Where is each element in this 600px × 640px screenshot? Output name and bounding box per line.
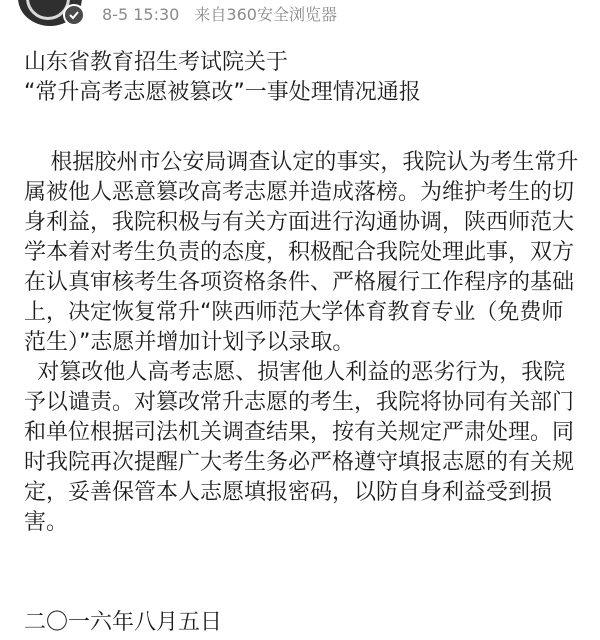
post-header	[0, 0, 600, 34]
post-date: 二〇一六年八月五日	[24, 610, 223, 635]
post-meta	[102, 2, 337, 25]
post-body	[24, 148, 584, 538]
post-paragraph-2: 对篡改他人高考志愿、损害他人利益的恶劣行为，我院予以谴责。对篡改常升志愿的考生，我院将协同有关部门和单位根据司法机关调查结果，按有关规定严肃处理。同时我院再次提醒广大考生务必严格遵守填报志愿的有关规定，妥善保管本人志愿填报密码，以防自身利益受到损害。	[24, 360, 575, 535]
post-source[interactable]: 来自360安全浏览器	[194, 5, 337, 24]
post-title-line-2: “常升高考志愿被篡改”一事处理情况通报	[24, 80, 421, 105]
verified-badge-icon	[63, 4, 85, 26]
post-time: 8-5 15:30	[102, 5, 180, 24]
post-paragraph-1: 根据胶州市公安局调查认定的事实，我院认为考生常升属被他人恶意篡改高考志愿并造成落榜。为维护考生的切身利益，我院积极与有关方面进行沟通协调，陕西师范大学本着对考生负责的态度，积极配合我院处理此事，双方在认真审核考生各项资格条件、严格履行工作程序的基础上，决定恢复常升“陕西师范大学体育教育专业（免费师范生）”志愿并增加计划予以录取。	[24, 150, 579, 355]
check-icon	[68, 9, 80, 21]
post-title	[24, 48, 584, 108]
post-title-line-1: 山东省教育招生考试院关于	[24, 50, 289, 75]
